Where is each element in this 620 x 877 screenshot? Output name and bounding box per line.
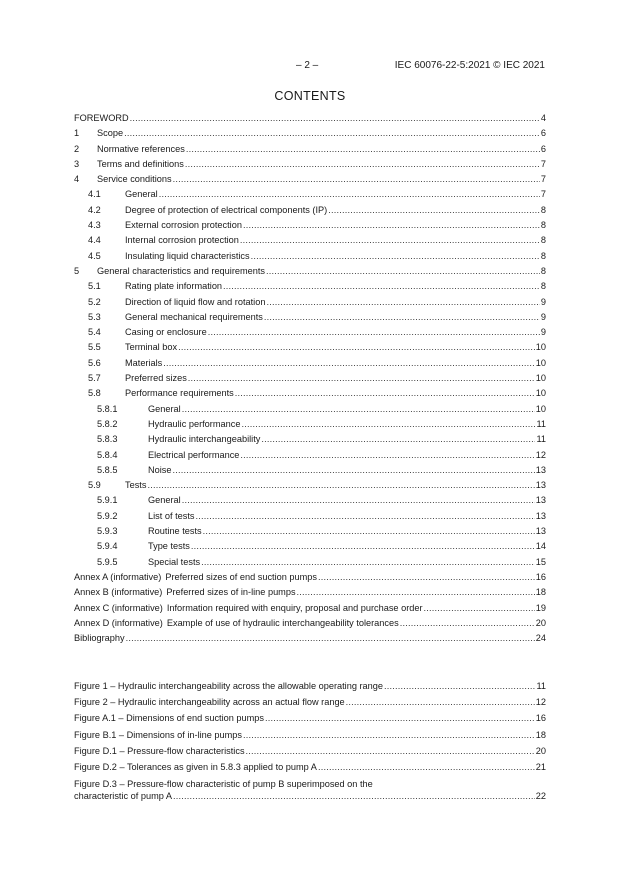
dot-leader bbox=[235, 388, 535, 398]
dot-leader bbox=[203, 526, 535, 536]
toc-entry-number: 4.4 bbox=[88, 235, 101, 246]
toc-entry-number: Annex A (informative) bbox=[74, 571, 162, 582]
toc-entry-title: Hydraulic interchangeability bbox=[148, 434, 261, 445]
toc-entry-number: 5.5 bbox=[88, 342, 101, 353]
toc-entry[interactable] bbox=[74, 266, 546, 281]
toc-entry-number: 5.8.1 bbox=[97, 403, 118, 414]
toc-entry[interactable] bbox=[74, 603, 546, 618]
dot-leader bbox=[243, 730, 535, 740]
toc-entry-number: 5.8 bbox=[88, 388, 101, 399]
dot-leader bbox=[297, 587, 535, 597]
dot-leader bbox=[126, 633, 535, 643]
figure-entry[interactable] bbox=[74, 730, 546, 746]
toc-entry-title: Normative references bbox=[97, 143, 185, 154]
figure-entry-title-cont: characteristic of pump A bbox=[74, 791, 173, 802]
figure-entry-page: 20 bbox=[535, 745, 546, 756]
dot-leader bbox=[424, 603, 535, 613]
toc-entry-title: Terminal box bbox=[125, 342, 178, 353]
toc-entry-page: 8 bbox=[540, 204, 546, 215]
dot-leader bbox=[159, 189, 540, 199]
toc-entry-page: 13 bbox=[535, 480, 546, 491]
toc-entry-title: FOREWORD bbox=[74, 113, 129, 123]
toc-entry-page: 15 bbox=[535, 556, 546, 567]
toc-entry-page: 9 bbox=[540, 327, 546, 338]
dot-leader bbox=[208, 327, 540, 337]
toc-entry-number: 5.9.5 bbox=[97, 556, 118, 567]
toc-entry[interactable] bbox=[74, 526, 546, 541]
toc-entry-title: Information required with enquiry, proposal and purchase order bbox=[166, 602, 423, 613]
toc-entry[interactable] bbox=[74, 388, 546, 403]
toc-entry-number: 3 bbox=[74, 158, 80, 169]
figure-entry-page: 21 bbox=[535, 761, 546, 772]
list-of-figures bbox=[74, 681, 546, 802]
toc-entry-number: 1 bbox=[74, 128, 80, 139]
toc-entry-page: 14 bbox=[535, 541, 546, 552]
toc-entry-page: 7 bbox=[540, 189, 546, 200]
figure-entry-title: Figure D.2 – Tolerances as given in 5.8.3 applied to pump A bbox=[74, 761, 317, 772]
dot-leader bbox=[173, 174, 540, 184]
dot-leader bbox=[328, 205, 540, 215]
toc-entry-page: 12 bbox=[535, 449, 546, 460]
dot-leader bbox=[264, 312, 540, 322]
dot-leader bbox=[240, 235, 540, 245]
toc-entry-number: 5 bbox=[74, 265, 80, 276]
toc-entry[interactable] bbox=[74, 342, 546, 357]
toc-entry-number: 5.8.4 bbox=[97, 449, 118, 460]
dot-leader bbox=[266, 266, 540, 276]
toc-entry-number: 5.9.4 bbox=[97, 541, 118, 552]
toc-entry-number: 5.6 bbox=[88, 357, 101, 368]
toc-entry-title: Rating plate information bbox=[125, 281, 223, 292]
dot-leader bbox=[178, 342, 535, 352]
toc-entry[interactable] bbox=[74, 358, 546, 373]
figure-entry-page: 16 bbox=[535, 713, 546, 724]
toc-entry-page: 24 bbox=[535, 633, 546, 644]
toc-entry-title: General bbox=[148, 495, 181, 506]
toc-entry[interactable] bbox=[74, 495, 546, 510]
toc-entry[interactable] bbox=[74, 312, 546, 327]
toc-entry-page: 10 bbox=[535, 373, 546, 384]
dot-leader bbox=[191, 541, 535, 551]
dot-leader bbox=[188, 373, 535, 383]
toc-entry-title: Preferred sizes of end suction pumps bbox=[165, 571, 317, 582]
toc-entry-page: 9 bbox=[540, 311, 546, 322]
toc-entry-page: 7 bbox=[540, 158, 546, 169]
toc-entry-page: 6 bbox=[540, 128, 546, 139]
dot-leader bbox=[185, 159, 540, 169]
figure-entry[interactable] bbox=[74, 697, 546, 713]
toc-entry-number: 5.3 bbox=[88, 311, 101, 322]
toc-entry[interactable] bbox=[74, 511, 546, 526]
toc-entry-number: 5.9.2 bbox=[97, 510, 118, 521]
toc-entry-number: 4 bbox=[74, 174, 80, 185]
figure-entry-title: Figure D.3 – Pressure-flow characteristic of pump B superimposed on the bbox=[74, 779, 373, 790]
dot-leader bbox=[130, 113, 540, 123]
toc-entry[interactable] bbox=[74, 113, 546, 128]
toc-entry-title: Special tests bbox=[148, 556, 201, 567]
toc-entry[interactable] bbox=[74, 220, 546, 235]
figure-entry-page: 18 bbox=[535, 729, 546, 740]
toc-entry-title: General mechanical requirements bbox=[125, 311, 263, 322]
toc-entry-page: 16 bbox=[535, 571, 546, 582]
table-of-contents bbox=[74, 113, 546, 648]
dot-leader bbox=[246, 746, 535, 756]
toc-entry-number: 4.2 bbox=[88, 204, 101, 215]
toc-entry-title: Bibliography bbox=[74, 633, 125, 644]
toc-entry-number: 5.2 bbox=[88, 296, 101, 307]
toc-entry[interactable] bbox=[74, 235, 546, 250]
dot-leader bbox=[243, 220, 540, 230]
toc-entry-title: Scope bbox=[97, 128, 124, 139]
dot-leader bbox=[265, 713, 535, 723]
dot-leader bbox=[182, 495, 535, 505]
toc-entry-title: General bbox=[125, 189, 158, 200]
figure-entry[interactable] bbox=[74, 762, 546, 778]
toc-entry-title: Degree of protection of electrical components (IP) bbox=[125, 204, 328, 215]
toc-entry-page: 8 bbox=[540, 250, 546, 261]
toc-entry-page: 9 bbox=[540, 296, 546, 307]
dot-leader bbox=[384, 681, 535, 691]
toc-entry[interactable] bbox=[74, 404, 546, 419]
toc-entry-page: 10 bbox=[535, 357, 546, 368]
dot-leader bbox=[240, 450, 534, 460]
toc-entry-title: Preferred sizes bbox=[125, 373, 187, 384]
toc-entry[interactable] bbox=[74, 128, 546, 143]
toc-entry-title: Type tests bbox=[148, 541, 190, 552]
toc-entry-page: 11 bbox=[536, 434, 546, 445]
toc-entry-title: Terms and definitions bbox=[97, 158, 184, 169]
figure-entry-title: Figure 1 – Hydraulic interchangeability across the allowable operating range bbox=[74, 681, 383, 691]
dot-leader bbox=[318, 572, 535, 582]
toc-entry[interactable] bbox=[74, 618, 546, 633]
toc-entry-title: Casing or enclosure bbox=[125, 327, 207, 338]
figure-entry[interactable] bbox=[74, 778, 546, 802]
toc-entry-number: Annex B (informative) bbox=[74, 587, 163, 598]
toc-entry-number: 5.8.3 bbox=[97, 434, 118, 445]
toc-entry[interactable] bbox=[74, 251, 546, 266]
toc-entry-page: 10 bbox=[535, 388, 546, 399]
toc-entry[interactable] bbox=[74, 450, 546, 465]
figure-entry-title: Figure D.1 – Pressure-flow characteristics bbox=[74, 745, 245, 756]
toc-entry[interactable] bbox=[74, 587, 546, 602]
figure-entry[interactable] bbox=[74, 681, 546, 697]
toc-entry-number: 5.1 bbox=[88, 281, 101, 292]
toc-entry-title: Example of use of hydraulic interchangeability tolerances bbox=[166, 617, 399, 628]
page-header bbox=[0, 60, 620, 74]
toc-entry[interactable] bbox=[74, 633, 546, 648]
dot-leader bbox=[182, 404, 535, 414]
dot-leader bbox=[346, 697, 535, 707]
toc-entry-number: 2 bbox=[74, 143, 80, 154]
toc-entry-number: 5.4 bbox=[88, 327, 101, 338]
toc-entry-title: Materials bbox=[125, 357, 163, 368]
dot-leader bbox=[241, 419, 535, 429]
dot-leader bbox=[251, 251, 540, 261]
toc-entry-page: 13 bbox=[535, 510, 546, 521]
toc-entry-page: 20 bbox=[535, 617, 546, 628]
toc-entry-page: 8 bbox=[540, 281, 546, 292]
toc-entry-number: 5.8.5 bbox=[97, 464, 118, 475]
toc-entry-number: 5.7 bbox=[88, 373, 101, 384]
toc-entry-page: 10 bbox=[535, 342, 546, 353]
dot-leader bbox=[266, 297, 539, 307]
toc-entry[interactable] bbox=[74, 419, 546, 434]
toc-entry-title: Performance requirements bbox=[125, 388, 234, 399]
figure-entry-page: 11 bbox=[536, 681, 546, 691]
toc-entry-page: 6 bbox=[540, 143, 546, 154]
toc-entry[interactable] bbox=[74, 465, 546, 480]
toc-entry-title: Direction of liquid flow and rotation bbox=[125, 296, 266, 307]
toc-entry-page: 13 bbox=[535, 526, 546, 537]
dot-leader bbox=[163, 358, 534, 368]
toc-entry-number: 4.5 bbox=[88, 250, 101, 261]
dot-leader bbox=[400, 618, 535, 628]
dot-leader bbox=[318, 762, 535, 772]
toc-entry-title: List of tests bbox=[148, 510, 195, 521]
dot-leader bbox=[195, 511, 534, 521]
toc-entry-title: Insulating liquid characteristics bbox=[125, 250, 250, 261]
toc-entry[interactable] bbox=[74, 373, 546, 388]
dot-leader bbox=[124, 128, 540, 138]
toc-entry-number: 5.9.3 bbox=[97, 526, 118, 537]
toc-entry-title: External corrosion protection bbox=[125, 220, 242, 231]
toc-entry[interactable] bbox=[74, 189, 546, 204]
toc-entry-page: 11 bbox=[536, 418, 546, 429]
toc-entry-page: 8 bbox=[540, 265, 546, 276]
toc-entry-title: Internal corrosion protection bbox=[125, 235, 239, 246]
figure-entry-page: 22 bbox=[535, 791, 546, 802]
toc-entry-title: Tests bbox=[125, 480, 147, 491]
figure-entry-page: 12 bbox=[535, 697, 546, 708]
toc-entry-page: 8 bbox=[540, 220, 546, 231]
toc-entry[interactable] bbox=[74, 480, 546, 495]
dot-leader bbox=[147, 480, 534, 490]
toc-entry-page: 19 bbox=[535, 602, 546, 613]
document-id: IEC 60076-22-5:2021 © IEC 2021 bbox=[394, 60, 545, 71]
figure-entry-title: Figure 2 – Hydraulic interchangeability across an actual flow range bbox=[74, 697, 345, 708]
toc-entry[interactable] bbox=[74, 557, 546, 572]
page-number: – 2 – bbox=[296, 60, 319, 71]
toc-entry-title: Preferred sizes of in-line pumps bbox=[166, 587, 296, 598]
toc-entry-title: Routine tests bbox=[148, 526, 202, 537]
toc-entry[interactable] bbox=[74, 434, 546, 449]
figure-entry[interactable] bbox=[74, 713, 546, 729]
dot-leader bbox=[186, 144, 540, 154]
toc-entry[interactable] bbox=[74, 541, 546, 556]
figure-entry-title: Figure B.1 – Dimensions of in-line pumps bbox=[74, 729, 243, 740]
figure-entry[interactable] bbox=[74, 746, 546, 762]
toc-entry-title: General characteristics and requirements bbox=[97, 265, 266, 276]
toc-entry-title: Hydraulic performance bbox=[148, 418, 241, 429]
toc-entry-page: 13 bbox=[535, 495, 546, 506]
toc-entry-page: 4 bbox=[540, 113, 546, 123]
toc-entry-page: 18 bbox=[535, 587, 546, 598]
toc-entry-title: General bbox=[148, 403, 181, 414]
dot-leader bbox=[261, 434, 535, 444]
toc-entry[interactable] bbox=[74, 174, 546, 189]
toc-entry-number: Annex C (informative) bbox=[74, 602, 163, 613]
toc-entry-number: 4.3 bbox=[88, 220, 101, 231]
figure-entry-title: Figure A.1 – Dimensions of end suction pumps bbox=[74, 713, 264, 724]
toc-entry-number: 5.8.2 bbox=[97, 418, 118, 429]
toc-entry-page: 13 bbox=[535, 464, 546, 475]
toc-entry-page: 8 bbox=[540, 235, 546, 246]
contents-heading: CONTENTS bbox=[274, 89, 346, 103]
toc-entry[interactable] bbox=[74, 572, 546, 587]
toc-entry-number: 4.1 bbox=[88, 189, 101, 200]
toc-entry-number: 5.9.1 bbox=[97, 495, 118, 506]
dot-leader bbox=[223, 281, 540, 291]
dot-leader bbox=[173, 465, 535, 475]
toc-entry-number: 5.9 bbox=[88, 480, 101, 491]
dot-leader bbox=[173, 790, 535, 802]
toc-entry[interactable] bbox=[74, 205, 546, 220]
toc-entry-page: 10 bbox=[535, 403, 546, 414]
toc-entry[interactable] bbox=[74, 159, 546, 174]
toc-entry[interactable] bbox=[74, 297, 546, 312]
toc-entry-title: Electrical performance bbox=[148, 449, 240, 460]
toc-entry-number: Annex D (informative) bbox=[74, 617, 163, 628]
toc-entry-title: Service conditions bbox=[97, 174, 172, 185]
toc-entry[interactable] bbox=[74, 281, 546, 296]
dot-leader bbox=[201, 557, 535, 567]
toc-entry-page: 7 bbox=[540, 174, 546, 185]
toc-entry[interactable] bbox=[74, 327, 546, 342]
toc-entry-title: Noise bbox=[148, 464, 172, 475]
toc-entry[interactable] bbox=[74, 144, 546, 159]
